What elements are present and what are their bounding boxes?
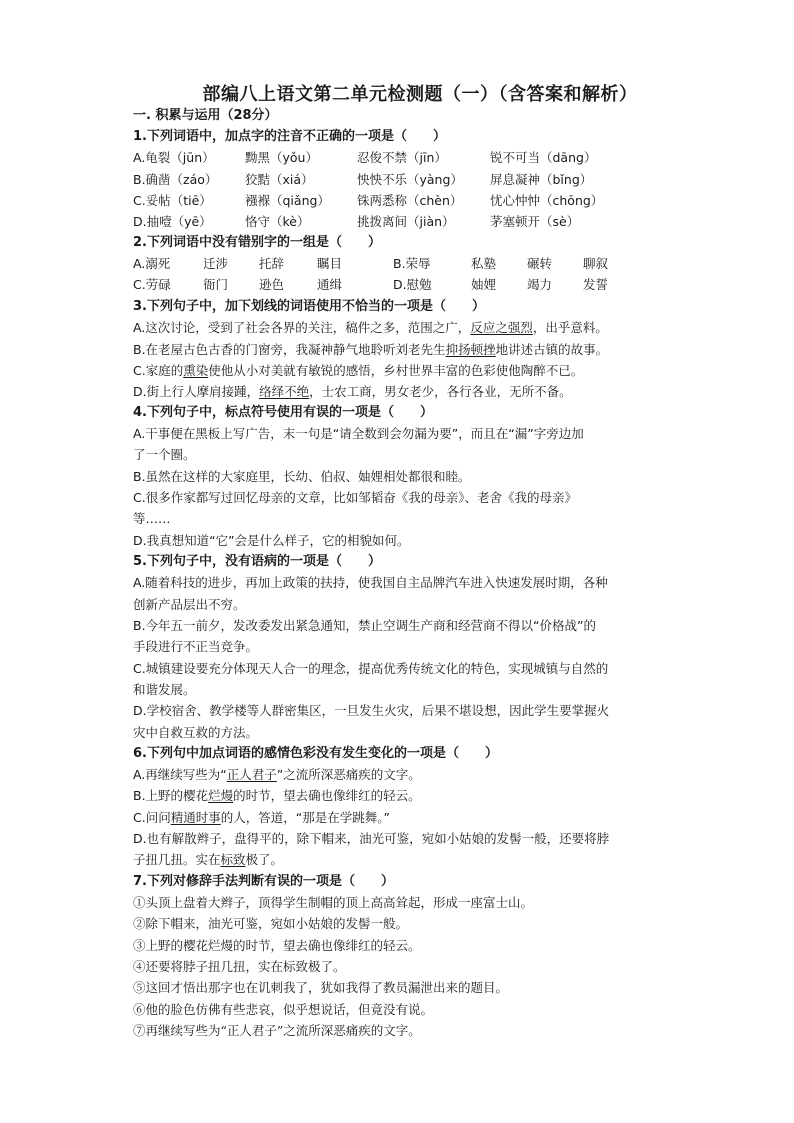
q1-cell: 铢两悉称（chèn） — [357, 193, 463, 208]
q2-cell: 迁涉 — [203, 256, 229, 271]
text-span: ，士农工商，男女老少，各行各业，无所不备。 — [309, 384, 572, 399]
underlined-phrase: 烂熳 — [208, 788, 234, 803]
underlined-phrase: 络绎不绝 — [259, 384, 310, 399]
q2-option-row — [133, 254, 608, 274]
q2-cell: 逊色 — [259, 277, 285, 292]
q1-cell: 屏息凝神（bǐng） — [490, 172, 593, 187]
q4-option-b: B.虽然在这样的大家庭里，长幼、伯叔、妯娌相处都很和睦。 — [133, 469, 471, 484]
q1-option-row — [133, 191, 603, 211]
q1-cell: 黝黑（yǒu） — [245, 150, 318, 165]
question-7-stem: 7.下列对修辞手法判断有误的一项是（ ） — [133, 874, 394, 889]
q2-option-row — [133, 275, 608, 295]
question-2-stem: 2.下列词语中没有错别字的一组是（ ） — [133, 235, 381, 250]
q2-cell: C.劳碌 — [133, 277, 171, 292]
q7-item: ⑤这回才悟出那字也在讥刺我了，犹如我得了教员漏泄出来的题目。 — [133, 980, 509, 995]
q3-option-c — [133, 361, 583, 381]
text-span: 极了。 — [245, 852, 284, 867]
q1-cell: 狡黠（xiá） — [245, 172, 314, 187]
question-3-stem: 3.下列句子中，加下划线的词语使用不恰当的一项是（ ） — [133, 299, 485, 314]
underlined-phrase: 精通时事 — [170, 810, 221, 825]
q2-cell: 发誓 — [583, 277, 609, 292]
text-span: 子扭几扭。实在 — [133, 852, 221, 867]
page-title: 部编八上语文第二单元检测题（一）（含答案和解析） — [202, 84, 638, 105]
q6-option-d-line: D.也有解散辫子，盘得平的，除下帽来，油光可鉴，宛如小姑娘的发髻一般，还要将脖 — [133, 831, 610, 846]
q2-cell: 通缉 — [317, 277, 343, 292]
q2-cell: A.溺死 — [133, 256, 171, 271]
text-span: 使他从小对美就有敏锐的感悟，乡村世界丰富的色彩使他陶醉不已。 — [208, 363, 584, 378]
q2-cell: 私塾 — [471, 256, 497, 271]
q1-cell: 忍俊不禁（jīn） — [357, 150, 447, 165]
q2-cell: 瞩目 — [317, 256, 343, 271]
q1-option-row — [133, 148, 596, 168]
q1-cell: 怏怏不乐（yàng） — [357, 172, 463, 187]
underlined-phrase: 标致 — [220, 852, 246, 867]
section-heading: 一. 积累与运用（28分） — [133, 108, 278, 123]
text-span: C.家庭的 — [133, 363, 184, 378]
q7-item: ⑥他的脸色仿佛有些悲哀，似乎想说话，但竟没有说。 — [133, 1002, 434, 1017]
q1-cell: C.妥帖（tiē） — [133, 193, 212, 208]
text-span: ，出乎意料。 — [532, 320, 608, 335]
text-span: ”之流所深恶痛疾的文字。 — [276, 767, 421, 782]
text-span: C.问问 — [133, 810, 171, 825]
q1-cell: 恪守（kè） — [245, 214, 310, 229]
q5-option-d-line: D.学校宿舍、教学楼等人群密集区，一旦发生火灾，后果不堪设想，因此学生要掌握火 — [133, 703, 610, 718]
q3-option-a — [133, 318, 608, 338]
q3-option-d — [133, 382, 572, 402]
q5-option-d-line: 灾中自救互救的方法。 — [133, 725, 259, 740]
q5-option-c-line: C.城镇建设要充分体现天人合一的理念，提高优秀传统文化的特色，实现城镇与自然的 — [133, 661, 609, 676]
q5-option-c-line: 和谐发展。 — [133, 682, 196, 697]
q1-cell: 挑拨离间（jiàn） — [357, 214, 455, 229]
text-span: D.街上行人摩肩接踵， — [133, 384, 260, 399]
q7-item: ③上野的樱花烂熳的时节，望去确也像绯红的轻云。 — [133, 938, 421, 953]
q1-cell: B.确凿（záo） — [133, 172, 218, 187]
underlined-phrase: 正人君子 — [226, 767, 277, 782]
q3-option-b — [133, 340, 608, 360]
text-span: B.在老屋古色古香的门窗旁，我凝神静气地聆听刘老先生 — [133, 342, 446, 357]
q7-item: ④还要将脖子扭几扭，实在标致极了。 — [133, 959, 346, 974]
q4-option-a-line: 了一个圈。 — [133, 447, 196, 462]
q1-cell: D.抽噎（yē） — [133, 214, 212, 229]
text-span: A.这次讨论，受到了社会各界的关注，稿件之多，范围之广， — [133, 320, 471, 335]
text-span: 地讲述古镇的故事。 — [495, 342, 609, 357]
q2-cell: D.慰勉 — [393, 277, 432, 292]
underlined-phrase: 熏染 — [183, 363, 209, 378]
q5-option-b-line: B.今年五一前夕，发改委发出紧急通知，禁止空调生产商和经营商不得以“价格战”的 — [133, 618, 597, 633]
q2-cell: 托辞 — [259, 256, 285, 271]
q1-cell: 忧心忡忡（chōng） — [490, 193, 604, 208]
q2-cell: B.荣辱 — [393, 256, 431, 271]
q2-cell: 碾转 — [527, 256, 553, 271]
q1-cell: 茅塞顿开（sè） — [490, 214, 580, 229]
text-span: A.再继续写些为“ — [133, 767, 227, 782]
underlined-phrase: 抑扬顿挫 — [445, 342, 496, 357]
underlined-phrase: 反应之强烈 — [470, 320, 533, 335]
q7-item: ②除下帽来，油光可鉴，宛如小姑娘的发髻一般。 — [133, 916, 409, 931]
q2-cell: 妯娌 — [471, 277, 497, 292]
q2-cell: 聊叙 — [583, 256, 609, 271]
q6-option-a — [133, 765, 421, 785]
question-4-stem: 4.下列句子中，标点符号使用有误的一项是（ ） — [133, 405, 433, 420]
q4-option-c-line: C.很多作家都写过回忆母亲的文章，比如邹韬奋《我的母亲》、老舍《我的母亲》 — [133, 490, 577, 505]
q6-option-c — [133, 808, 390, 828]
q5-option-b-line: 手段进行不正当竞争。 — [133, 639, 259, 654]
text-span: B.上野的樱花 — [133, 788, 209, 803]
q7-item: ①头顶上盘着大辫子，顶得学生制帽的顶上高高耸起，形成一座富士山。 — [133, 895, 534, 910]
q7-item: ⑦再继续写些为“正人君子”之流所深恶痛疾的文字。 — [133, 1023, 421, 1038]
q5-option-a-line: 创新产品层出不穷。 — [133, 597, 246, 612]
q1-cell: 襁褓（qiǎng） — [245, 193, 330, 208]
q4-option-d: D.我真想知道“它”会是什么样子，它的相貌如何。 — [133, 533, 410, 548]
q6-option-d-line — [133, 850, 283, 870]
q1-cell: A.龟裂（jūn） — [133, 150, 215, 165]
q5-option-a-line: A.随着科技的进步，再加上政策的扶持，使我国自主品牌汽车进入快速发展时期，各种 — [133, 575, 608, 590]
text-span: 的时节，望去确也像绯红的轻云。 — [233, 788, 421, 803]
q6-option-b — [133, 786, 421, 806]
text-span: 的人，答道，“那是在学跳舞。” — [220, 810, 390, 825]
question-5-stem: 5.下列句子中，没有语病的一项是（ ） — [133, 554, 381, 569]
q1-option-row — [133, 212, 579, 232]
question-6-stem: 6.下列句中加点词语的感情色彩没有发生变化的一项是（ ） — [133, 746, 498, 761]
question-1-stem: 1.下列词语中，加点字的注音不正确的一项是（ ） — [133, 129, 446, 144]
q4-option-c-line: 等…… — [133, 511, 171, 526]
q2-cell: 衙门 — [203, 277, 229, 292]
q1-option-row — [133, 170, 592, 190]
q2-cell: 竭力 — [527, 277, 553, 292]
q1-cell: 锐不可当（dāng） — [490, 150, 597, 165]
q4-option-a-line: A.干事便在黑板上写广告，末一句是“请全数到会勿漏为要”，而且在“漏”字旁边加 — [133, 426, 584, 441]
